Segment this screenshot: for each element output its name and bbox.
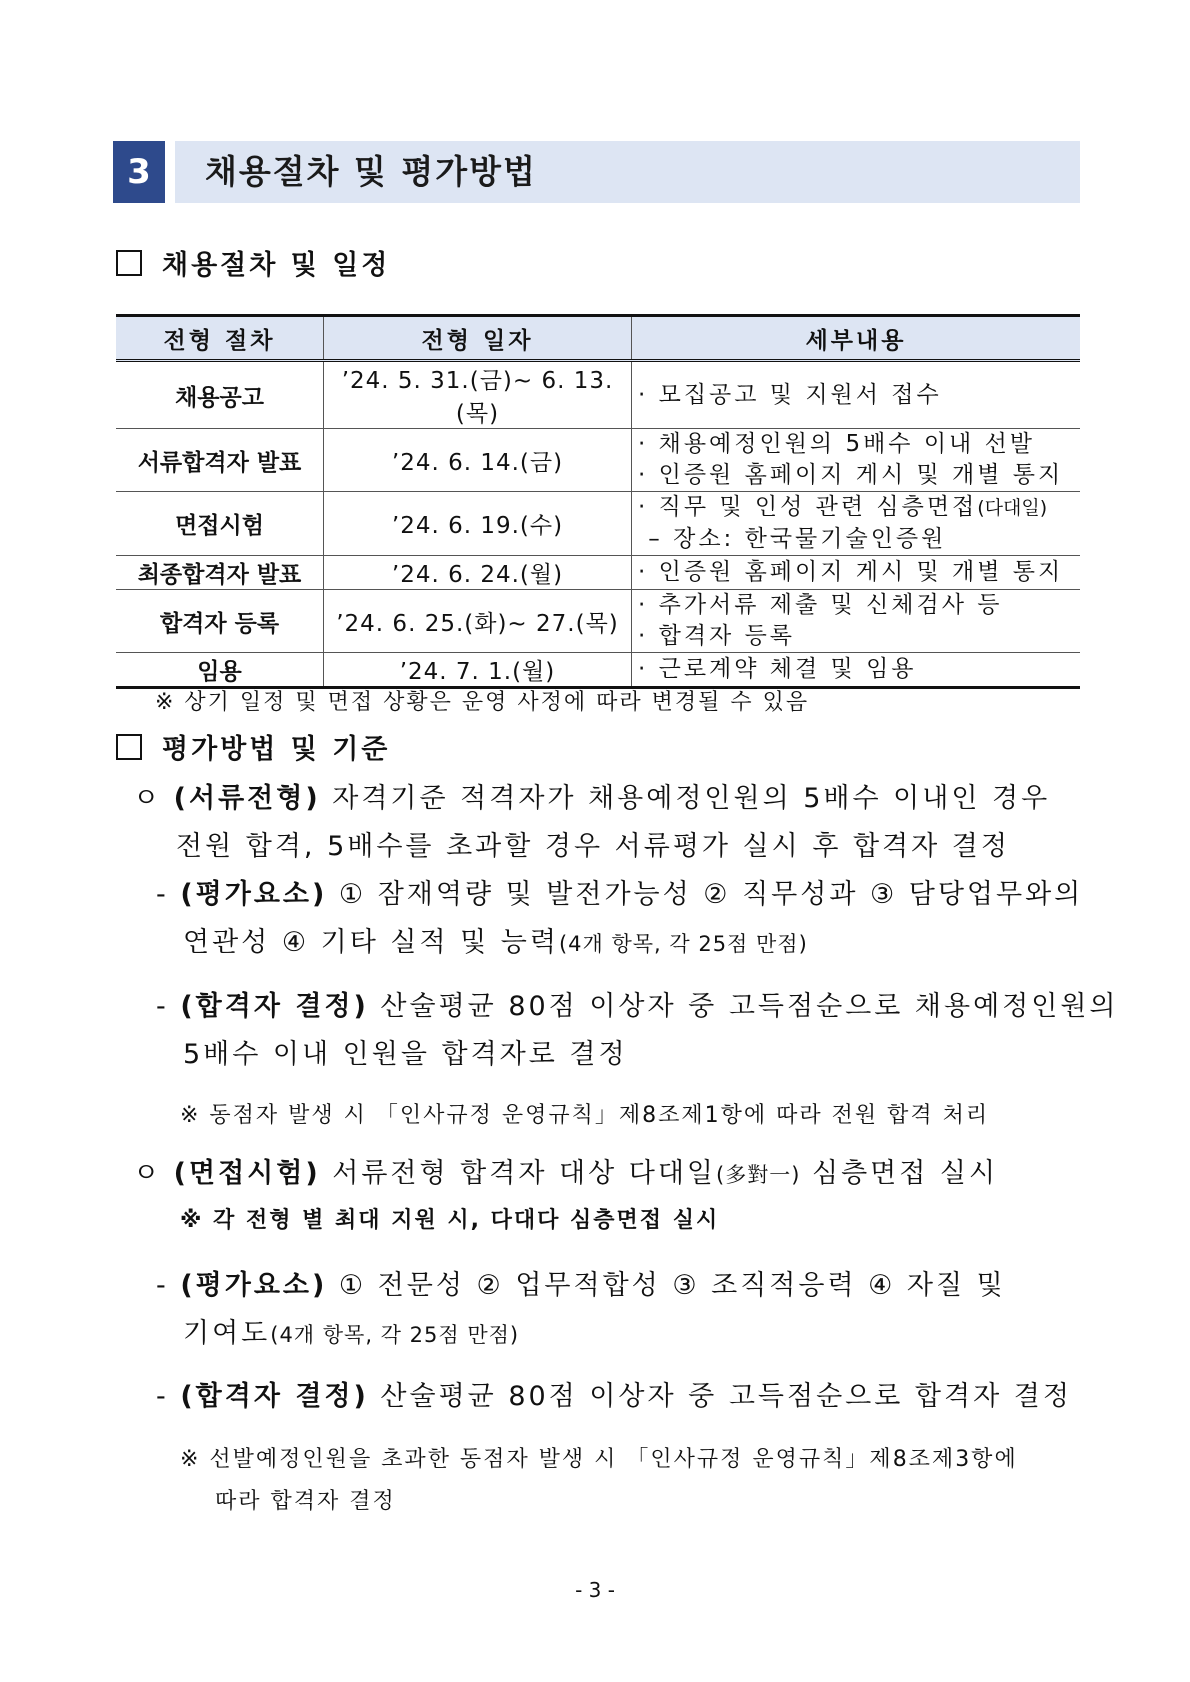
table-header-row	[116, 316, 1080, 361]
label-document-screening: (서류전형)	[173, 783, 321, 814]
table-row	[116, 556, 1080, 590]
text: 산술평균 80점 이상자 중 고득점순으로 합격자 결정	[368, 1381, 1072, 1412]
table-row	[116, 492, 1080, 556]
row-detail	[632, 492, 1081, 556]
row-date: ’24. 7. 1.(월)	[324, 653, 632, 688]
evaluation-factors-line	[156, 871, 1083, 919]
document-screening-line	[133, 775, 1050, 823]
text: 산술평균 80점 이상자 중 고득점순으로 채용예정인원의	[368, 991, 1119, 1022]
detail-line: · 모집공고 및 지원서 접수	[638, 381, 942, 408]
schedule-heading-text: 채용절차 및 일정	[162, 250, 391, 281]
text: 서류전형 합격자 대상 다대일	[320, 1158, 717, 1189]
row-step: 서류합격자 발표	[116, 429, 324, 492]
bullet-dash: -	[156, 879, 181, 910]
bullet-circle: ㅇ	[133, 1158, 174, 1189]
row-detail	[632, 653, 1081, 688]
row-detail	[632, 361, 1081, 429]
interview-tie-note-2: 따라 합격자 결정	[215, 1489, 396, 1514]
row-date: ’24. 5. 31.(금)~ 6. 13.(목)	[324, 361, 632, 429]
header-step: 전형 절차	[116, 316, 324, 361]
section-number: 3	[113, 141, 165, 203]
text: 연관성 ④ 기타 실적 및 능력	[183, 927, 559, 958]
interview-line	[133, 1150, 998, 1199]
header-date: 전형 일자	[324, 316, 632, 361]
text: ① 전문성 ② 업무적합성 ③ 조직적응력 ④ 자질 및	[327, 1270, 1006, 1301]
bullet-circle: ㅇ	[133, 783, 174, 814]
text: ① 잠재역량 및 발전가능성 ② 직무성과 ③ 담당업무와의	[327, 879, 1084, 910]
row-step: 합격자 등록	[116, 590, 324, 653]
schedule-note: ※ 상기 일정 및 면접 상황은 운영 사정에 따라 변경될 수 있음	[155, 690, 810, 715]
checkbox-square-icon	[116, 250, 142, 276]
text: 심층면접 실시	[800, 1158, 999, 1189]
detail-line: · 인증원 홈페이지 게시 및 개별 통지	[638, 559, 1064, 585]
detail-line: · 합격자 등록	[638, 623, 796, 649]
interview-factors-line	[156, 1262, 1006, 1310]
evaluation-heading	[116, 727, 390, 766]
interview-note: ※ 각 전형 별 최대 지원 시, 다대다 심층면접 실시	[180, 1208, 720, 1233]
detail-line: · 인증원 홈페이지 게시 및 개별 통지	[638, 462, 1064, 488]
label-pass-decision: (합격자 결정)	[180, 1381, 369, 1412]
row-detail	[632, 590, 1081, 653]
header-detail: 세부내용	[632, 316, 1081, 361]
evaluation-factors-line-2	[183, 919, 808, 968]
detail-line	[638, 492, 1074, 524]
small-text: (4개 항목, 각 25점 만점)	[558, 932, 808, 956]
pass-decision-line	[156, 983, 1118, 1031]
detail-line: · 추가서류 제출 및 신체검사 등	[638, 592, 1003, 618]
evaluation-heading-text: 평가방법 및 기준	[162, 734, 391, 765]
pass-decision-line-2: 5배수 이내 인원을 합격자로 결정	[183, 1039, 628, 1070]
detail-text: · 직무 및 인성 관련 심층면접	[638, 494, 978, 520]
table-row	[116, 361, 1080, 429]
row-date: ’24. 6. 14.(금)	[324, 429, 632, 492]
section-title: 채용절차 및 평가방법	[205, 152, 537, 191]
small-text: (多對一)	[716, 1163, 801, 1187]
row-step: 임용	[116, 653, 324, 688]
row-date: ’24. 6. 25.(화)~ 27.(목)	[324, 590, 632, 653]
row-step: 채용공고	[116, 361, 324, 429]
bullet-dash: -	[156, 1270, 181, 1301]
interview-tie-note: ※ 선발예정인원을 초과한 동점자 발생 시 「인사규정 운영규칙」제8조제3항에	[180, 1447, 1018, 1472]
text: 자격기준 적격자가 채용예정인원의 5배수 이내인 경우	[320, 783, 1051, 814]
row-detail	[632, 556, 1081, 590]
table-row	[116, 590, 1080, 653]
section-header	[113, 141, 1080, 203]
text: 기여도	[183, 1318, 271, 1349]
small-text: (4개 항목, 각 25점 만점)	[270, 1323, 520, 1347]
row-step: 면접시험	[116, 492, 324, 556]
detail-small-text: (다대일)	[977, 497, 1048, 519]
bullet-dash: -	[156, 991, 181, 1022]
detail-line: · 근로계약 체결 및 임용	[638, 656, 917, 682]
bullet-dash: -	[156, 1381, 181, 1412]
table-row	[116, 429, 1080, 492]
interview-factors-line-2	[183, 1310, 519, 1359]
page-number: - 3 -	[575, 1578, 615, 1602]
label-evaluation-factors: (평가요소)	[180, 879, 328, 910]
schedule-heading	[116, 243, 390, 282]
row-date: ’24. 6. 19.(수)	[324, 492, 632, 556]
document-screening-line-2: 전원 합격, 5배수를 초과할 경우 서류평가 실시 후 합격자 결정	[176, 831, 1010, 862]
checkbox-square-icon	[116, 734, 142, 760]
table-row	[116, 653, 1080, 688]
row-detail	[632, 429, 1081, 492]
label-evaluation-factors: (평가요소)	[180, 1270, 328, 1301]
detail-line: · 채용예정인원의 5배수 이내 선발	[638, 431, 1036, 457]
label-pass-decision: (합격자 결정)	[180, 991, 369, 1022]
detail-line: – 장소: 한국물기술인증원	[638, 526, 947, 552]
label-interview: (면접시험)	[173, 1158, 321, 1189]
row-step: 최종합격자 발표	[116, 556, 324, 590]
row-date: ’24. 6. 24.(월)	[324, 556, 632, 590]
interview-pass-line	[156, 1373, 1072, 1421]
tie-note: ※ 동점자 발생 시 「인사규정 운영규칙」제8조제1항에 따라 전원 합격 처리	[180, 1103, 990, 1128]
schedule-table	[116, 314, 1080, 689]
